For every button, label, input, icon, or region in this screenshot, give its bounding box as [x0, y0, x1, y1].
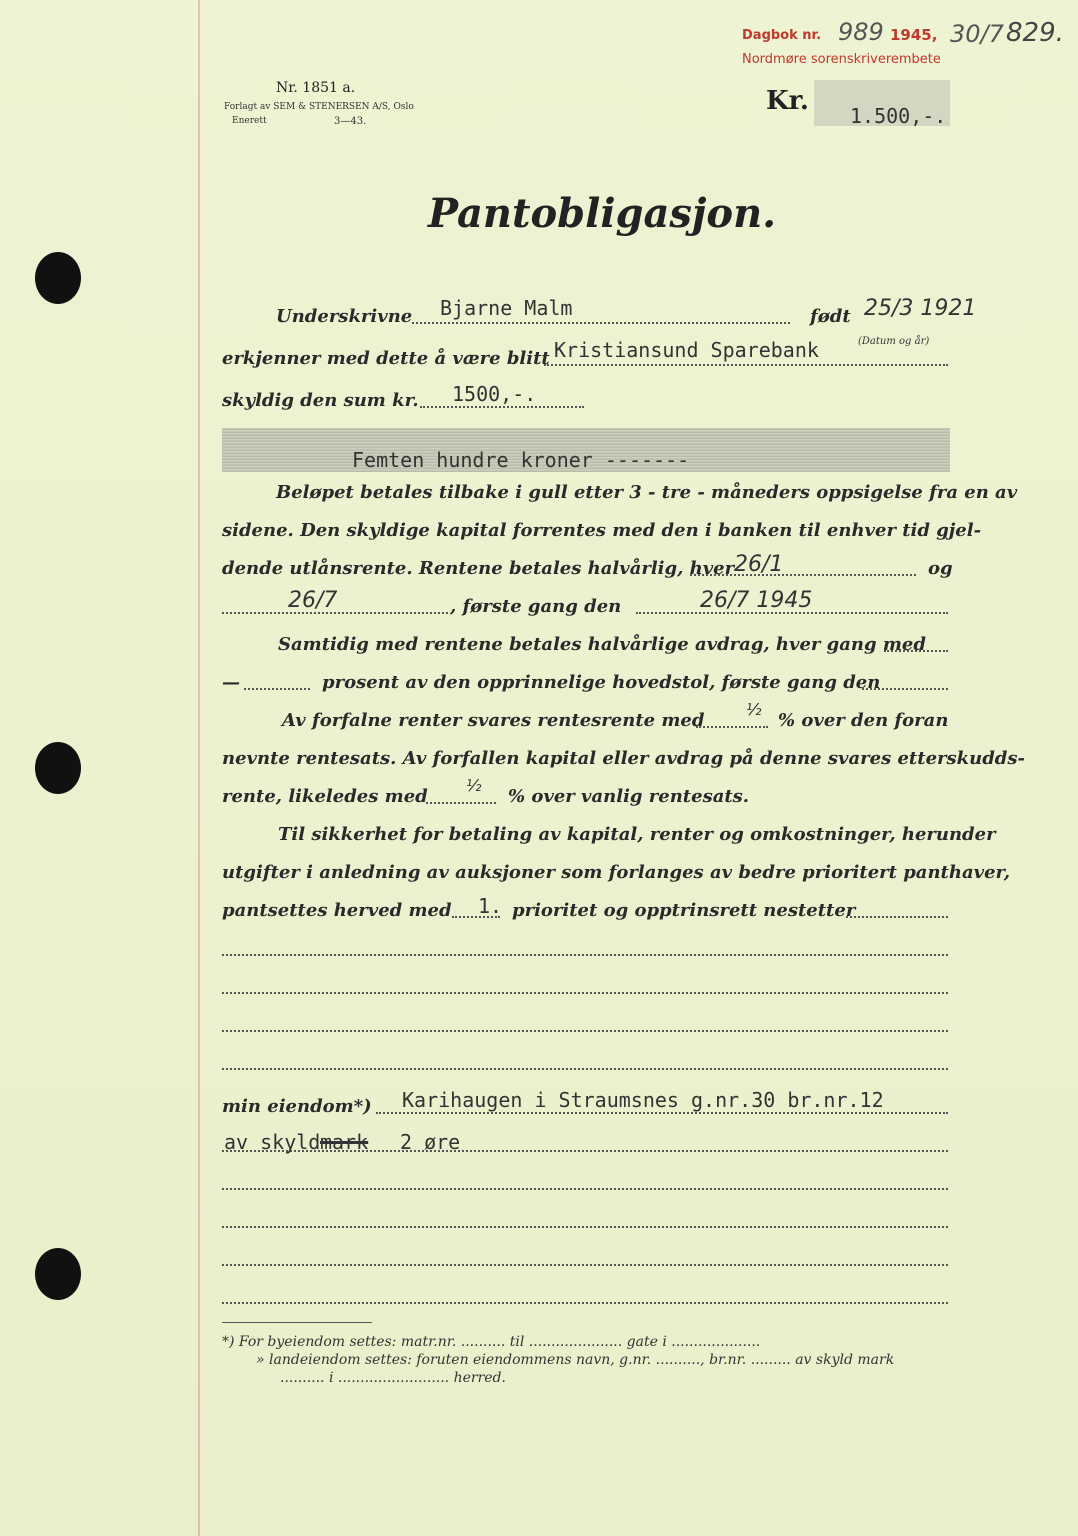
creditor-name: Kristiansund Sparebank	[554, 338, 819, 362]
dotted-line	[412, 322, 790, 324]
footnote-line: .......... i ......................... herred.	[280, 1370, 506, 1386]
signer-name: Bjarne Malm	[440, 296, 573, 320]
text-line: rente, likeledes med	[222, 786, 428, 807]
amount-words: Femten hundre kroner -------	[352, 448, 690, 472]
signer-label: Underskrivne	[276, 306, 413, 327]
punch-hole	[35, 252, 81, 304]
dotted-line	[884, 650, 948, 652]
dotted-line	[420, 406, 584, 408]
dotted-line	[222, 992, 948, 994]
margin-line	[198, 0, 200, 1536]
dotted-line	[222, 1030, 948, 1032]
born-label: født	[810, 306, 851, 327]
dotted-line	[426, 802, 496, 804]
text-line: nevnte rentesats. Av forfallen kapital eller avdrag på denne svares etterskudds-	[222, 748, 1025, 769]
publisher: Forlagt av SEM & STENERSEN A/S, Oslo	[224, 102, 414, 112]
form-number: Nr. 1851 a.	[276, 80, 356, 96]
dagbok-year: 1945,	[890, 26, 938, 44]
dotted-line	[376, 1112, 948, 1114]
punch-hole	[35, 742, 81, 794]
dagbok-date: 30/7	[950, 20, 1004, 48]
property-value: Karihaugen i Straumsnes g.nr.30 br.nr.12	[402, 1088, 884, 1112]
interest-rate-1: ½	[746, 700, 762, 719]
dotted-line	[846, 916, 948, 918]
text-line: prioritet og opptrinsrett nestetter	[512, 900, 856, 921]
priority-value: 1.	[478, 894, 503, 918]
tax-value: 2 øre	[400, 1130, 461, 1154]
born-date: 25/3 1921	[864, 296, 977, 321]
born-note: (Datum og år)	[858, 336, 930, 347]
footnote-divider	[222, 1322, 372, 1323]
property-label: min eiendom*)	[222, 1096, 372, 1117]
text-line: sidene. Den skyldige kapital forrentes med den i banken til enhver tid gjel-	[222, 520, 982, 541]
folio-number: 829.	[1006, 18, 1064, 48]
text-line: prosent av den opprinnelige hovedstol, første gang den	[322, 672, 881, 693]
text-line: dende utlånsrente. Rentene betales halvårlig, hver	[222, 558, 735, 579]
first-date: 26/7 1945	[700, 588, 813, 613]
dotted-line	[222, 1264, 948, 1266]
dotted-line	[544, 364, 948, 366]
footnote-line: *) For byeiendom settes: matr.nr. .......... til ..................... gate i ....................	[222, 1334, 761, 1350]
text-line: Av forfalne renter svares rentesrente med	[282, 710, 705, 731]
text-line: % over vanlig rentesats.	[508, 786, 750, 807]
punch-hole	[35, 1248, 81, 1300]
first-label: , første gang den	[450, 596, 622, 617]
footnote-line: » landeiendom settes: foruten eiendommens navn, g.nr. .........., br.nr. ......... av skyld mark	[256, 1352, 895, 1368]
acknowledge-label: erkjenner med dette å være blitt	[222, 348, 550, 369]
dotted-line	[862, 688, 948, 690]
dotted-line	[222, 1302, 948, 1304]
dotted-line	[690, 574, 916, 576]
text-line: Samtidig med rentene betales halvårlige avdrag, hver gang med	[278, 634, 926, 655]
dotted-line	[222, 1188, 948, 1190]
dagbok-number: 989	[838, 18, 884, 46]
amount-label: Kr.	[766, 86, 809, 116]
interest-date-1: 26/1	[734, 552, 784, 577]
text-dash: —	[222, 672, 240, 693]
interest-date-2: 26/7	[288, 588, 338, 613]
dotted-line	[222, 954, 948, 956]
text-line: Beløpet betales tilbake i gull etter 3 - tre - måneders oppsigelse fra en av	[276, 482, 1018, 503]
interest-rate-2: ½	[466, 776, 482, 795]
dotted-line	[244, 688, 310, 690]
tax-value-label: av skyld	[224, 1130, 321, 1154]
text-line: utgifter i anledning av auksjoner som forlanges av bedre prioritert panthaver,	[222, 862, 1010, 883]
text-and: og	[928, 558, 953, 579]
office-stamp: Nordmøre sorenskriverembete	[742, 52, 941, 67]
dotted-line	[696, 726, 768, 728]
form-edition: 3—43.	[334, 116, 367, 127]
dotted-line	[222, 1068, 948, 1070]
amount-value: 1.500,-.	[850, 104, 947, 128]
text-line: % over den foran	[778, 710, 949, 731]
dotted-line	[222, 1226, 948, 1228]
sum-label: skyldig den sum kr.	[222, 390, 419, 411]
text-line: Til sikkerhet for betaling av kapital, renter og omkostninger, herunder	[278, 824, 996, 845]
text-line: pantsettes herved med	[222, 900, 452, 921]
tax-struck-text: mark	[320, 1130, 369, 1154]
page-title: Pantobligasjon.	[428, 190, 777, 237]
dagbok-label: Dagbok nr.	[742, 28, 822, 43]
sum-value: 1500,-.	[452, 382, 537, 406]
exclusive-right: Enerett	[232, 116, 267, 126]
